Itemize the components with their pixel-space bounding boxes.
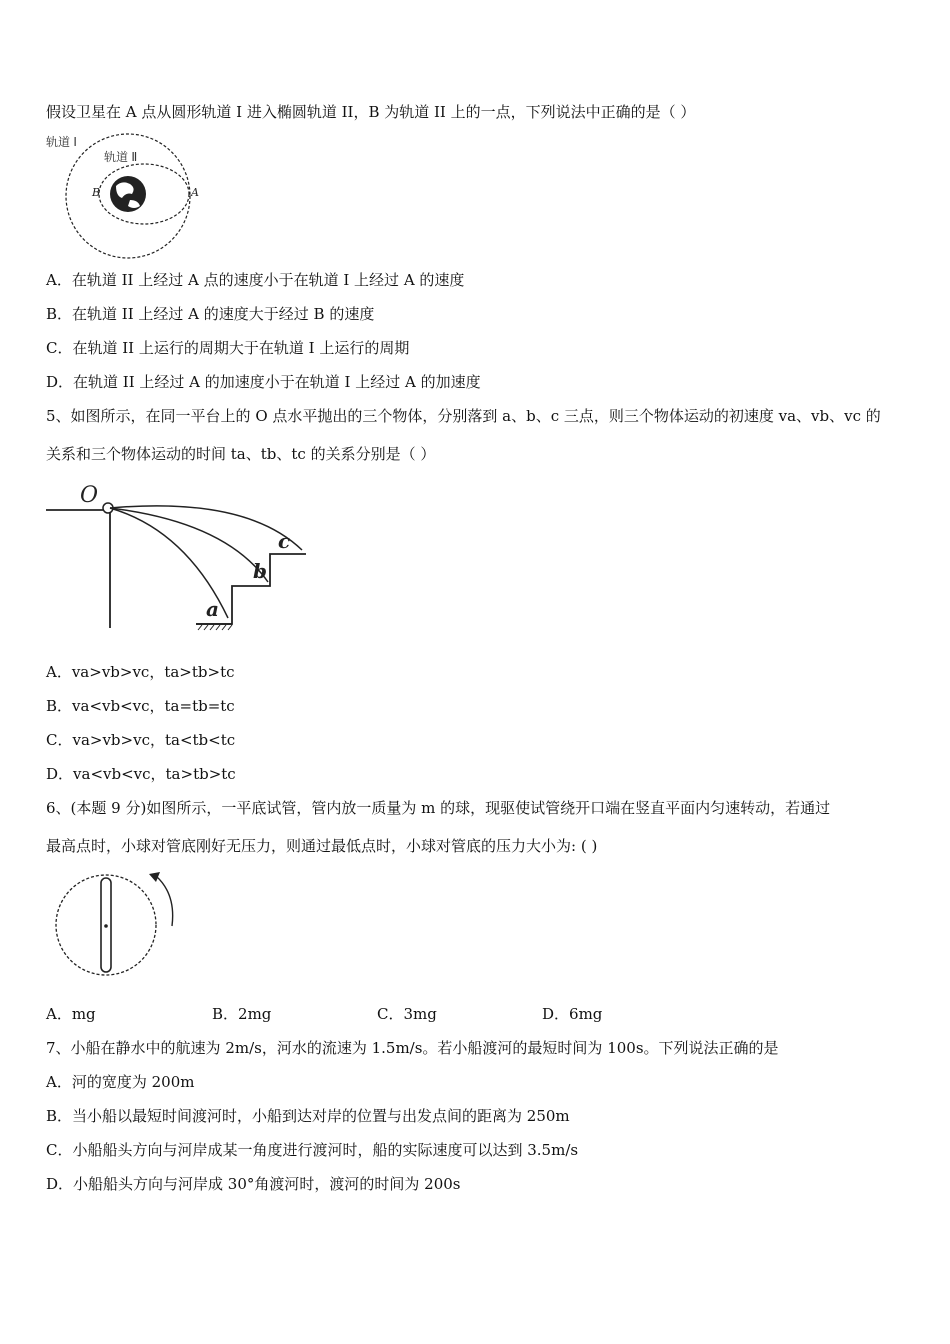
q6-option-b[interactable]: B．2mg (212, 1005, 272, 1023)
rotation-arrow-icon (156, 876, 173, 926)
q5-stem-line2: 关系和三个物体运动的时间 ta、tb、tc 的关系分别是（ ） (46, 445, 436, 463)
q5-option-d[interactable]: D．va<vb<vc，ta>tb>tc (46, 765, 236, 783)
q4-option-b[interactable]: B．在轨道 II 上经过 A 的速度大于经过 B 的速度 (46, 305, 375, 323)
point-b-label: b (253, 559, 267, 583)
q4-option-a[interactable]: A．在轨道 II 上经过 A 点的速度小于在轨道 I 上经过 A 的速度 (46, 271, 465, 289)
q5-option-c[interactable]: C．va>vb>vc，ta<tb<tc (46, 731, 236, 749)
q5-option-b[interactable]: B．va<vb<vc，ta=tb=tc (46, 697, 235, 715)
earth (110, 176, 146, 212)
q6-option-c[interactable]: C．3mg (377, 1005, 437, 1023)
point-a-label: A (191, 186, 199, 199)
q7-option-b[interactable]: B．当小船以最短时间渡河时，小船到达对岸的位置与出发点间的距离为 250m (46, 1107, 570, 1125)
tube-figure (52, 868, 182, 980)
projectile-figure (46, 478, 316, 638)
orbit2-label: 轨道 Ⅱ (104, 150, 138, 164)
q4-option-d[interactable]: D．在轨道 II 上经过 A 的加速度小于在轨道 I 上经过 A 的加速度 (46, 373, 481, 391)
trajectory-b (110, 508, 268, 582)
ball (104, 924, 108, 928)
q5-option-a[interactable]: A．va>vb>vc，ta>tb>tc (46, 663, 235, 681)
point-c-label: c (278, 529, 291, 553)
q7-option-d[interactable]: D．小船船头方向与河岸成 30°角渡河时，渡河的时间为 200s (46, 1175, 461, 1193)
q6-option-d[interactable]: D．6mg (542, 1005, 603, 1023)
q7-option-a[interactable]: A．河的宽度为 200m (46, 1073, 195, 1091)
orbit1-label: 轨道 Ⅰ (46, 135, 77, 149)
orbit-figure (44, 130, 204, 260)
q7-stem: 7、小船在静水中的航速为 2m/s，河水的流速为 1.5m/s。若小船渡河的最短时间为 100s。下列说法正确的是 (46, 1039, 779, 1057)
point-o-label: O (80, 483, 99, 508)
q6-stem-line2: 最高点时，小球对管底刚好无压力，则通过最低点时，小球对管底的压力大小为: ( ) (46, 837, 598, 855)
q6-stem-line1: 6、(本题 9 分)如图所示，一平底试管，管内放一质量为 m 的球，现驱使试管绕开口端在竖直平面内匀速转动，若通过 (46, 799, 831, 817)
q5-stem-line1: 5、如图所示，在同一平台上的 O 点水平抛出的三个物体，分别落到 a、b、c 三点，则三个物体运动的初速度 va、vb、vc 的 (46, 407, 881, 425)
q4-option-c[interactable]: C．在轨道 II 上运行的周期大于在轨道 I 上运行的周期 (46, 339, 410, 357)
q6-option-a[interactable]: A．mg (46, 1005, 96, 1023)
q7-option-c[interactable]: C．小船船头方向与河岸成某一角度进行渡河时，船的实际速度可以达到 3.5m/s (46, 1141, 579, 1159)
point-a-label: a (206, 597, 219, 621)
point-b-label: B (92, 186, 101, 199)
q4-stem: 假设卫星在 A 点从圆形轨道 I 进入椭圆轨道 II，B 为轨道 II 上的一点，下列说法中正确的是（ ） (46, 103, 696, 121)
